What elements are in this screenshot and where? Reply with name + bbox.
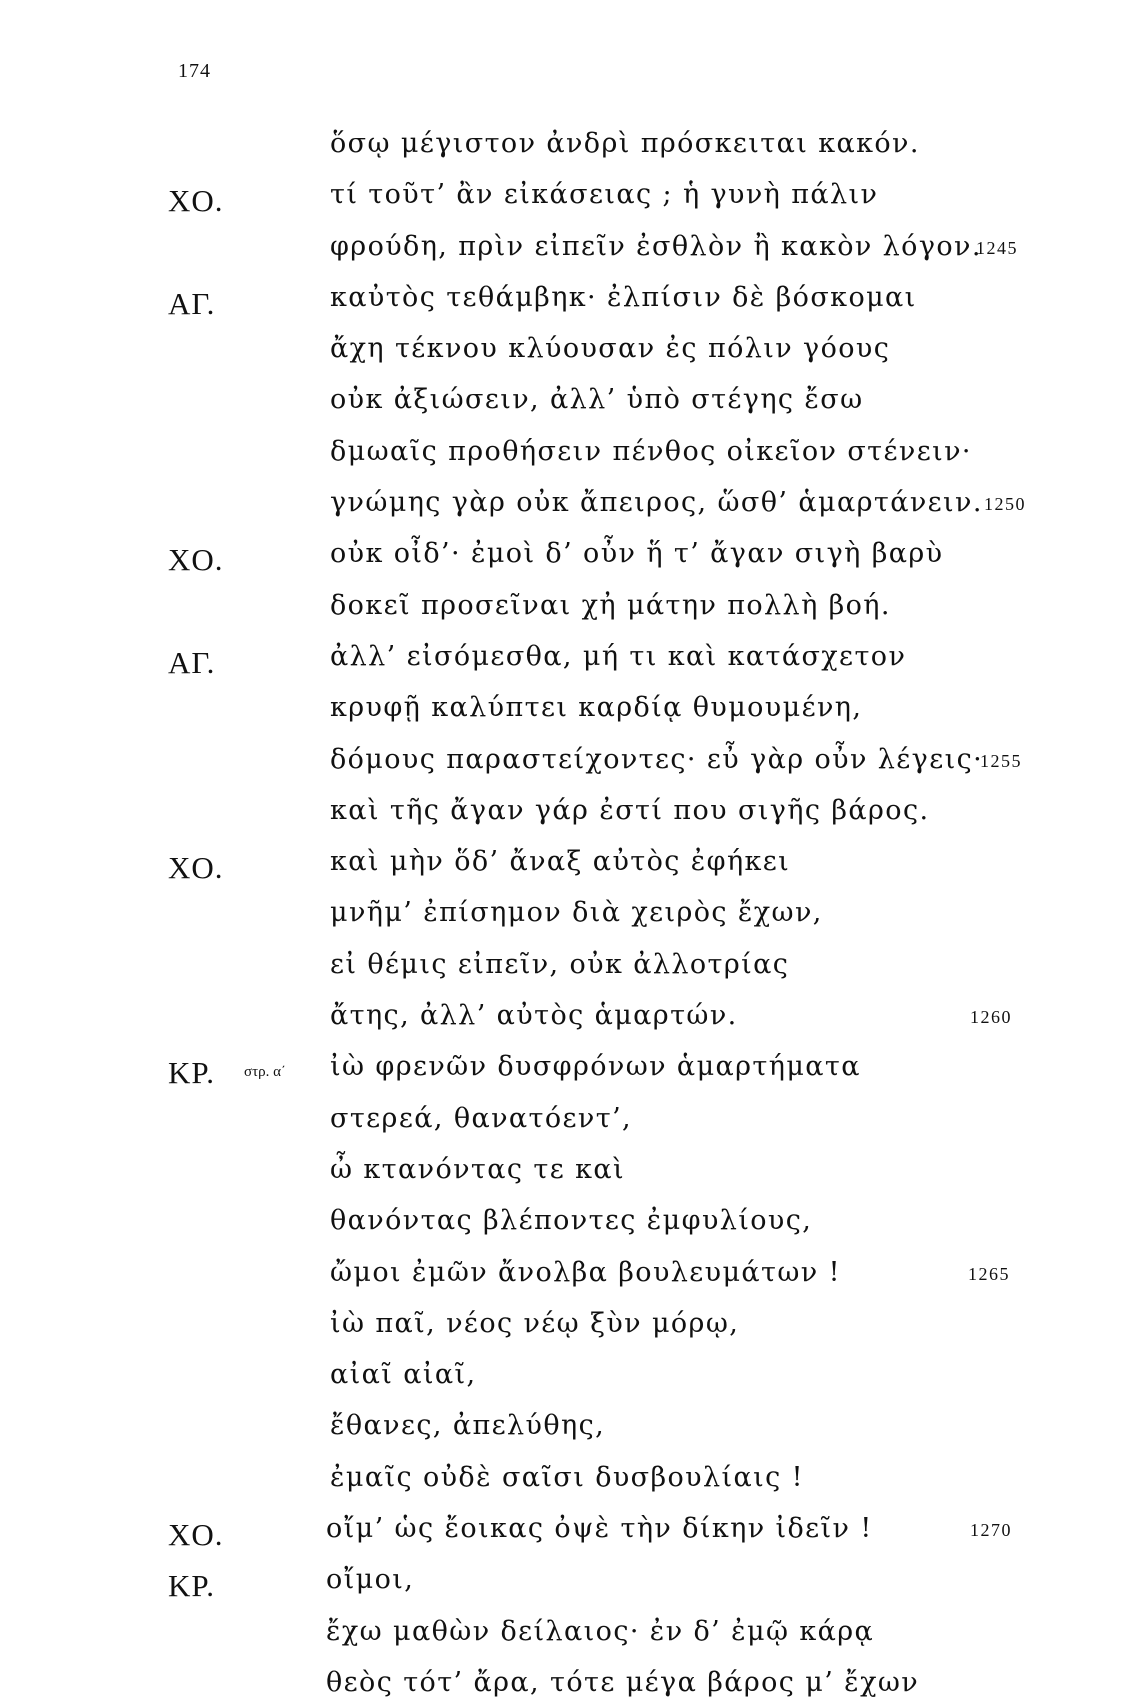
verse-text: ἄτης, ἀλλ’ αὐτὸς ἁμαρτών. [330,1000,738,1032]
verse-line [0,1195,1122,1246]
verse-text: καὶ τῆς ἄγαν γάρ ἐστί που σιγῆς βάρος. [330,794,930,826]
verse-line [0,631,1122,682]
verse-line [0,426,1122,477]
verse-line [0,528,1122,579]
verse-block [0,118,1122,1708]
verse-line [0,221,1122,272]
verse-line [0,1606,1122,1657]
verse-line [0,1503,1122,1554]
verse-text: εἰ θέμις εἰπεῖν, οὐκ ἀλλοτρίας [330,948,790,980]
verse-line [0,1657,1122,1708]
verse-text: καὐτὸς τεθάμβηκ· ἐλπίσιν δὲ βόσκομαι [330,281,917,313]
line-number: 1260 [970,1007,1012,1028]
verse-line [0,374,1122,425]
verse-text: ἔθανες, ἀπελύθης, [330,1410,606,1442]
line-number: 1255 [980,750,1022,771]
verse-line [0,1041,1122,1092]
verse-text: κρυφῇ καλύπτει καρδίᾳ θυμουμένη, [330,692,863,724]
verse-text: θεὸς τότ’ ἄρα, τότε μέγα βάρος μ’ ἔχων [326,1666,920,1698]
verse-text: δμωαῖς προθήσειν πένθος οἰκεῖον στένειν· [330,435,972,467]
verse-text: οὐκ οἶδ’· ἐμοὶ δ’ οὖν ἥ τ’ ἄγαν σιγὴ βαρὺ [330,538,944,570]
verse-line [0,682,1122,733]
speaker-label: ΧΟ. [168,542,224,578]
verse-line [0,939,1122,990]
line-number: 1250 [984,494,1026,515]
verse-text: στερεά, θανατόεντ’, [330,1102,633,1134]
verse-text: ὦ κτανόντας τε καὶ [330,1153,626,1185]
verse-text: ἀλλ’ εἰσόμεσθα, μή τι καὶ κατάσχετον [330,640,907,672]
verse-line [0,580,1122,631]
verse-text: ὤμοι ἐμῶν ἄνολβα βουλευμάτων ! [330,1256,841,1288]
verse-line [0,1554,1122,1605]
speaker-label: ΑΓ. [168,644,216,680]
speaker-label: ΚΡ. [168,1568,215,1604]
verse-text: ἐμαῖς οὐδὲ σαῖσι δυσβουλίαις ! [330,1461,804,1493]
verse-line [0,1400,1122,1451]
verse-line [0,1298,1122,1349]
verse-text: ἔχω μαθὼν δείλαιος· ἐν δ’ ἐμῷ κάρᾳ [326,1615,875,1647]
line-number: 1245 [976,237,1018,258]
speaker-label: ΧΟ. [168,183,224,219]
verse-text: οἴμ’ ὡς ἔοικας ὀψὲ τὴν δίκην ἰδεῖν ! [326,1513,873,1545]
verse-line [0,477,1122,528]
verse-line [0,990,1122,1041]
verse-text: αἰαῖ αἰαῖ, [330,1359,477,1391]
verse-line [0,1093,1122,1144]
verse-text: ἄχη τέκνου κλύουσαν ἐς πόλιν γόους [330,333,891,365]
speaker-label: ΧΟ. [168,1517,224,1553]
page-number: 174 [178,60,211,82]
verse-text: μνῆμ’ ἐπίσημον διὰ χειρὸς ἔχων, [330,897,823,929]
verse-line [0,1349,1122,1400]
verse-line [0,785,1122,836]
verse-text: ἰὼ φρενῶν δυσφρόνων ἁμαρτήματα [330,1051,861,1083]
speaker-label: ΑΓ. [168,285,216,321]
verse-line [0,169,1122,220]
strophe-marker: στρ. α΄ [244,1064,286,1081]
verse-line [0,272,1122,323]
verse-text: δοκεῖ προσεῖναι χἠ μάτην πολλὴ βοή. [330,589,891,621]
verse-line [0,323,1122,374]
line-number: 1265 [968,1263,1010,1284]
verse-text: θανόντας βλέποντες ἐμφυλίους, [330,1205,813,1237]
verse-text: φρούδη, πρὶν εἰπεῖν ἐσθλὸν ἢ κακὸν λόγον. [330,230,982,262]
verse-line [0,836,1122,887]
verse-text: οὐκ ἀξιώσειν, ἀλλ’ ὑπὸ στέγης ἔσω [330,384,864,416]
verse-text: καὶ μὴν ὅδ’ ἄναξ αὐτὸς ἐφήκει [330,846,791,878]
verse-line [0,1247,1122,1298]
speaker-label: ΚΡ. [168,1055,215,1091]
verse-text: γνώμης γὰρ οὐκ ἄπειρος, ὥσθ’ ἁμαρτάνειν. [330,487,983,519]
verse-line [0,1144,1122,1195]
line-number: 1270 [970,1520,1012,1541]
verse-text: ὅσῳ μέγιστον ἀνδρὶ πρόσκειται κακόν. [330,128,920,159]
verse-line [0,1452,1122,1503]
verse-text: οἴμοι, [326,1564,415,1596]
verse-text: τί τοῦτ’ ἂν εἰκάσειας ; ἡ γυνὴ πάλιν [330,179,879,211]
verse-line [0,734,1122,785]
verse-line [0,887,1122,938]
verse-text: δόμους παραστείχοντες· εὖ γὰρ οὖν λέγεις· [330,743,984,775]
verse-line [0,118,1122,169]
speaker-label: ΧΟ. [168,850,224,886]
verse-text: ἰὼ παῖ, νέος νέῳ ξὺν μόρῳ, [330,1307,740,1339]
